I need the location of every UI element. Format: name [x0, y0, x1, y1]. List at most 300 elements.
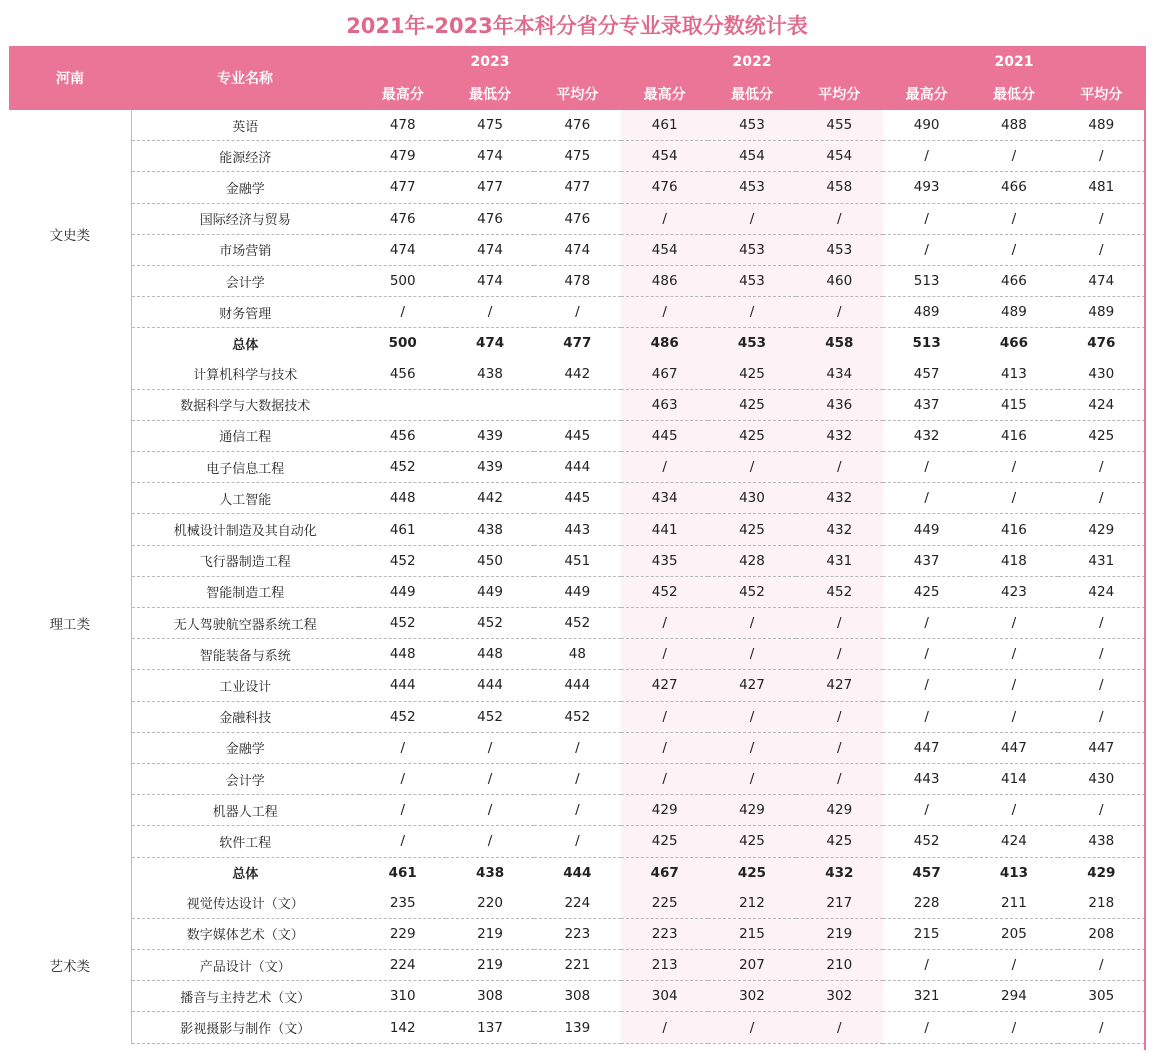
score-cell: 427 — [796, 670, 883, 701]
score-cell: / — [359, 732, 446, 763]
score-cell: / — [883, 483, 970, 514]
score-cell: 430 — [1058, 763, 1145, 794]
score-cell: 439 — [446, 420, 533, 451]
score-cell: 219 — [446, 918, 533, 949]
score-cell: 210 — [796, 950, 883, 981]
score-cell: 219 — [796, 918, 883, 949]
score-cell: 476 — [621, 172, 708, 203]
table-row — [9, 483, 1145, 514]
score-cell: 453 — [708, 234, 795, 265]
score-cell: 418 — [970, 545, 1057, 576]
score-cell: 450 — [446, 545, 533, 576]
score-cell: 449 — [534, 576, 621, 607]
score-cell: / — [708, 701, 795, 732]
score-cell: 458 — [796, 328, 883, 359]
score-cell: 208 — [1058, 918, 1145, 949]
score-cell: 477 — [534, 172, 621, 203]
major-name-cell: 数字媒体艺术（文） — [131, 918, 359, 949]
table-row — [9, 701, 1145, 732]
major-name-cell: 总体 — [232, 337, 259, 353]
score-cell: / — [1058, 234, 1145, 265]
score-cell: 445 — [534, 420, 621, 451]
score-cell: / — [708, 732, 795, 763]
score-cell: 432 — [796, 483, 883, 514]
category-cell: 文史类 — [9, 110, 131, 359]
metric-header-avg: 平均分 — [534, 78, 621, 110]
score-cell: 207 — [708, 950, 795, 981]
score-cell: 452 — [621, 576, 708, 607]
score-cell: / — [359, 763, 446, 794]
score-cell — [359, 389, 446, 420]
score-cell: 425 — [708, 420, 795, 451]
score-cell: / — [1058, 795, 1145, 826]
score-cell: 500 — [359, 328, 446, 359]
score-cell: / — [1058, 950, 1145, 981]
score-cell: 224 — [359, 950, 446, 981]
score-cell: / — [883, 1012, 970, 1043]
score-cell: 413 — [970, 359, 1057, 390]
table-row — [9, 545, 1145, 576]
score-cell: 427 — [708, 670, 795, 701]
score-cell: 474 — [446, 265, 533, 296]
score-cell: / — [708, 608, 795, 639]
table-row — [9, 1012, 1145, 1043]
table-row — [9, 918, 1145, 949]
province-header: 河南 — [9, 46, 131, 110]
score-cell: 438 — [446, 514, 533, 545]
major-name-cell: 金融学 — [131, 172, 359, 203]
score-cell: 425 — [621, 826, 708, 857]
score-cell: 443 — [534, 514, 621, 545]
score-cell: 416 — [970, 420, 1057, 451]
score-cell: 474 — [359, 234, 446, 265]
score-cell: / — [621, 203, 708, 234]
score-cell: 429 — [708, 795, 795, 826]
score-cell: / — [708, 203, 795, 234]
score-cell: 431 — [1058, 545, 1145, 576]
score-cell: 430 — [1058, 359, 1145, 390]
score-cell: 467 — [621, 857, 708, 888]
score-cell: 447 — [970, 732, 1057, 763]
score-cell: 453 — [708, 172, 795, 203]
major-name-cell: 无人驾驶航空器系统工程 — [131, 608, 359, 639]
score-cell: 454 — [708, 141, 795, 172]
score-cell: / — [446, 795, 533, 826]
score-cell: 452 — [534, 608, 621, 639]
score-cell: 48 — [534, 639, 621, 670]
score-cell: 225 — [621, 888, 708, 919]
score-cell: 436 — [796, 389, 883, 420]
major-name-cell: 会计学 — [131, 265, 359, 296]
score-cell: 454 — [621, 234, 708, 265]
score-cell: 425 — [708, 857, 795, 888]
table-row — [9, 950, 1145, 981]
score-cell: / — [621, 1012, 708, 1043]
score-cell: 302 — [796, 981, 883, 1012]
score-cell: 438 — [446, 359, 533, 390]
score-cell: 453 — [708, 328, 795, 359]
score-cell: 229 — [359, 918, 446, 949]
score-cell: 476 — [446, 203, 533, 234]
score-cell: 478 — [534, 265, 621, 296]
score-cell: / — [883, 234, 970, 265]
score-cell: / — [708, 297, 795, 328]
score-cell: / — [534, 763, 621, 794]
table-row — [9, 141, 1145, 172]
score-cell: 452 — [359, 701, 446, 732]
score-cell: 223 — [534, 918, 621, 949]
score-cell: / — [708, 763, 795, 794]
score-cell: 476 — [534, 203, 621, 234]
score-cell: 228 — [883, 888, 970, 919]
score-cell: 142 — [359, 1012, 446, 1043]
score-cell: 456 — [359, 359, 446, 390]
major-name-cell: 总体 — [232, 867, 259, 883]
score-cell: 475 — [534, 141, 621, 172]
table-row — [9, 359, 1145, 390]
score-cell: 211 — [970, 888, 1057, 919]
score-cell: / — [1058, 608, 1145, 639]
score-cell: / — [970, 141, 1057, 172]
score-cell: 466 — [970, 265, 1057, 296]
score-cell: 474 — [446, 328, 533, 359]
score-cell: 139 — [534, 1012, 621, 1043]
score-cell: 475 — [446, 110, 533, 141]
score-cell: / — [359, 795, 446, 826]
score-cell: / — [796, 452, 883, 483]
score-cell: 430 — [708, 483, 795, 514]
score-cell: / — [359, 826, 446, 857]
score-cell: / — [796, 732, 883, 763]
score-cell: 425 — [708, 514, 795, 545]
score-cell: 305 — [1058, 981, 1145, 1012]
score-cell: / — [796, 297, 883, 328]
score-cell: / — [621, 608, 708, 639]
score-cell: 137 — [446, 1012, 533, 1043]
table-row — [9, 110, 1145, 141]
score-cell: 466 — [970, 328, 1057, 359]
metric-header-min: 最低分 — [708, 78, 795, 110]
score-cell: 451 — [534, 545, 621, 576]
score-cell: 476 — [359, 203, 446, 234]
score-cell: 304 — [621, 981, 708, 1012]
score-cell: 454 — [796, 141, 883, 172]
score-cell: 453 — [708, 265, 795, 296]
score-cell: 429 — [1058, 514, 1145, 545]
score-cell: 460 — [796, 265, 883, 296]
score-cell: / — [796, 203, 883, 234]
score-cell: 429 — [621, 795, 708, 826]
score-cell: 447 — [883, 732, 970, 763]
score-cell: 444 — [359, 670, 446, 701]
score-cell: / — [970, 483, 1057, 514]
table-row — [9, 514, 1145, 545]
score-cell: / — [1058, 639, 1145, 670]
score-cell: 413 — [970, 857, 1057, 888]
score-cell: 488 — [970, 110, 1057, 141]
major-name-cell: 机械设计制造及其自动化 — [131, 514, 359, 545]
score-cell: / — [534, 297, 621, 328]
score-cell: 457 — [883, 857, 970, 888]
score-cell: / — [1058, 483, 1145, 514]
score-cell: 453 — [708, 110, 795, 141]
score-cell — [446, 389, 533, 420]
score-cell: / — [1058, 1012, 1145, 1043]
score-cell: 481 — [1058, 172, 1145, 203]
score-cell: / — [970, 795, 1057, 826]
score-cell: 224 — [534, 888, 621, 919]
score-cell: / — [534, 795, 621, 826]
category-cell: 艺术类 — [9, 888, 131, 1043]
score-cell: 223 — [621, 918, 708, 949]
score-cell: / — [708, 1012, 795, 1043]
page-title: 2021年-2023年本科分省分专业录取分数统计表 — [346, 14, 808, 38]
score-cell: 452 — [446, 608, 533, 639]
table-row — [9, 826, 1145, 857]
score-cell: 513 — [883, 265, 970, 296]
table-row — [9, 608, 1145, 639]
score-cell: 437 — [883, 389, 970, 420]
score-cell: / — [883, 608, 970, 639]
major-name-cell: 市场营销 — [131, 234, 359, 265]
score-cell: / — [796, 639, 883, 670]
score-cell: 452 — [534, 701, 621, 732]
score-cell: 477 — [534, 328, 621, 359]
table-row — [9, 389, 1145, 420]
score-cell: 457 — [883, 359, 970, 390]
table-body — [9, 110, 1145, 1043]
score-cell: / — [883, 670, 970, 701]
table-row — [9, 234, 1145, 265]
score-cell: / — [621, 297, 708, 328]
score-cell: 493 — [883, 172, 970, 203]
total-row — [9, 328, 1145, 359]
score-cell: 443 — [883, 763, 970, 794]
score-cell: / — [970, 639, 1057, 670]
score-cell: 477 — [359, 172, 446, 203]
score-cell: 449 — [359, 576, 446, 607]
score-cell: 434 — [796, 359, 883, 390]
score-cell: 477 — [446, 172, 533, 203]
major-name-cell: 人工智能 — [131, 483, 359, 514]
score-cell: 500 — [359, 265, 446, 296]
score-cell: / — [1058, 701, 1145, 732]
score-cell: / — [883, 203, 970, 234]
score-cell: 474 — [446, 141, 533, 172]
table-row — [9, 732, 1145, 763]
score-cell: 442 — [446, 483, 533, 514]
score-cell: 441 — [621, 514, 708, 545]
year-header-2021: 2021 — [883, 46, 1145, 78]
score-cell: 447 — [1058, 732, 1145, 763]
major-name-cell: 智能制造工程 — [131, 576, 359, 607]
table-row — [9, 639, 1145, 670]
score-cell: / — [970, 452, 1057, 483]
score-cell: / — [708, 639, 795, 670]
score-cell: 435 — [621, 545, 708, 576]
score-cell: / — [796, 1012, 883, 1043]
major-name-cell: 影视摄影与制作（文） — [131, 1012, 359, 1043]
score-cell: 467 — [621, 359, 708, 390]
score-cell: 432 — [796, 514, 883, 545]
table-right-border — [1144, 46, 1146, 1050]
score-cell: 452 — [883, 826, 970, 857]
score-cell: 438 — [446, 857, 533, 888]
score-cell: 486 — [621, 265, 708, 296]
score-cell: / — [970, 701, 1057, 732]
score-cell: 463 — [621, 389, 708, 420]
score-cell: 449 — [883, 514, 970, 545]
major-name-cell: 能源经济 — [131, 141, 359, 172]
score-cell: 453 — [796, 234, 883, 265]
score-cell: 217 — [796, 888, 883, 919]
score-cell: 424 — [1058, 576, 1145, 607]
score-cell: 449 — [446, 576, 533, 607]
score-cell: 489 — [883, 297, 970, 328]
score-cell: 308 — [534, 981, 621, 1012]
score-cell: 444 — [446, 670, 533, 701]
score-cell: 434 — [621, 483, 708, 514]
major-name-cell: 财务管理 — [131, 297, 359, 328]
table-row — [9, 670, 1145, 701]
score-cell: / — [883, 452, 970, 483]
score-cell — [534, 389, 621, 420]
table-row — [9, 763, 1145, 794]
score-cell: 432 — [796, 857, 883, 888]
score-cell: 444 — [534, 670, 621, 701]
score-cell: 424 — [1058, 389, 1145, 420]
score-cell: 310 — [359, 981, 446, 1012]
table-row — [9, 203, 1145, 234]
metric-header-min: 最低分 — [446, 78, 533, 110]
score-cell: 414 — [970, 763, 1057, 794]
score-cell: 429 — [1058, 857, 1145, 888]
major-name-cell: 通信工程 — [131, 420, 359, 451]
score-cell: 476 — [534, 110, 621, 141]
score-cell: 452 — [359, 452, 446, 483]
table-row — [9, 265, 1145, 296]
score-cell: / — [621, 701, 708, 732]
score-cell: / — [1058, 452, 1145, 483]
major-name-cell: 国际经济与贸易 — [131, 203, 359, 234]
score-cell: / — [970, 203, 1057, 234]
year-header-2022: 2022 — [621, 46, 883, 78]
score-cell: 425 — [796, 826, 883, 857]
score-cell: / — [534, 732, 621, 763]
score-cell: 438 — [1058, 826, 1145, 857]
score-cell: / — [796, 763, 883, 794]
category-cell: 理工类 — [9, 359, 131, 888]
score-cell: 474 — [534, 234, 621, 265]
score-cell: 425 — [708, 826, 795, 857]
score-cell: 321 — [883, 981, 970, 1012]
score-cell: / — [970, 670, 1057, 701]
total-row — [9, 857, 1145, 888]
metric-header-max: 最高分 — [883, 78, 970, 110]
score-cell: / — [883, 141, 970, 172]
score-cell: 452 — [708, 576, 795, 607]
score-cell: 461 — [359, 857, 446, 888]
score-cell: / — [883, 701, 970, 732]
score-cell: 215 — [883, 918, 970, 949]
score-cell: 444 — [534, 857, 621, 888]
score-cell: 479 — [359, 141, 446, 172]
score-cell: 218 — [1058, 888, 1145, 919]
score-cell: 415 — [970, 389, 1057, 420]
score-cell: 452 — [796, 576, 883, 607]
score-cell: 308 — [446, 981, 533, 1012]
score-cell: / — [1058, 141, 1145, 172]
score-cell: / — [883, 639, 970, 670]
score-cell: 489 — [1058, 110, 1145, 141]
metric-header-max: 最高分 — [621, 78, 708, 110]
score-cell: 427 — [621, 670, 708, 701]
score-cell: 461 — [359, 514, 446, 545]
score-cell: 452 — [446, 701, 533, 732]
major-name-cell: 智能装备与系统 — [131, 639, 359, 670]
score-cell: 294 — [970, 981, 1057, 1012]
major-name-cell: 数据科学与大数据技术 — [131, 389, 359, 420]
major-name-cell: 视觉传达设计（文） — [131, 888, 359, 919]
score-cell: / — [796, 608, 883, 639]
score-cell: 213 — [621, 950, 708, 981]
table-row — [9, 576, 1145, 607]
score-cell: 476 — [1058, 328, 1145, 359]
table-row — [9, 452, 1145, 483]
score-cell: / — [970, 608, 1057, 639]
score-cell: 212 — [708, 888, 795, 919]
score-cell: 437 — [883, 545, 970, 576]
score-cell: 489 — [1058, 297, 1145, 328]
score-cell: 486 — [621, 328, 708, 359]
major-name-cell: 金融科技 — [131, 701, 359, 732]
score-cell: / — [446, 732, 533, 763]
score-cell: 466 — [970, 172, 1057, 203]
score-cell: 429 — [796, 795, 883, 826]
score-cell: 490 — [883, 110, 970, 141]
score-cell: 205 — [970, 918, 1057, 949]
table-row — [9, 888, 1145, 919]
score-cell: / — [446, 763, 533, 794]
score-cell: 458 — [796, 172, 883, 203]
score-cell: / — [359, 297, 446, 328]
score-cell: 448 — [359, 483, 446, 514]
score-cell: / — [1058, 203, 1145, 234]
score-cell: / — [970, 950, 1057, 981]
score-cell: 448 — [446, 639, 533, 670]
score-cell: 423 — [970, 576, 1057, 607]
score-cell: 439 — [446, 452, 533, 483]
score-cell: 219 — [446, 950, 533, 981]
score-cell: 455 — [796, 110, 883, 141]
score-cell: 442 — [534, 359, 621, 390]
score-cell: 474 — [1058, 265, 1145, 296]
score-cell: 478 — [359, 110, 446, 141]
score-cell: / — [708, 452, 795, 483]
score-cell: / — [970, 234, 1057, 265]
score-cell: 513 — [883, 328, 970, 359]
major-name-cell: 机器人工程 — [131, 795, 359, 826]
table-row — [9, 981, 1145, 1012]
metric-header-avg: 平均分 — [796, 78, 883, 110]
score-cell: 416 — [970, 514, 1057, 545]
major-name-cell: 英语 — [131, 110, 359, 141]
score-cell: / — [446, 297, 533, 328]
major-name-cell: 会计学 — [131, 763, 359, 794]
score-cell: 432 — [883, 420, 970, 451]
score-cell: / — [796, 701, 883, 732]
score-cell: / — [621, 763, 708, 794]
